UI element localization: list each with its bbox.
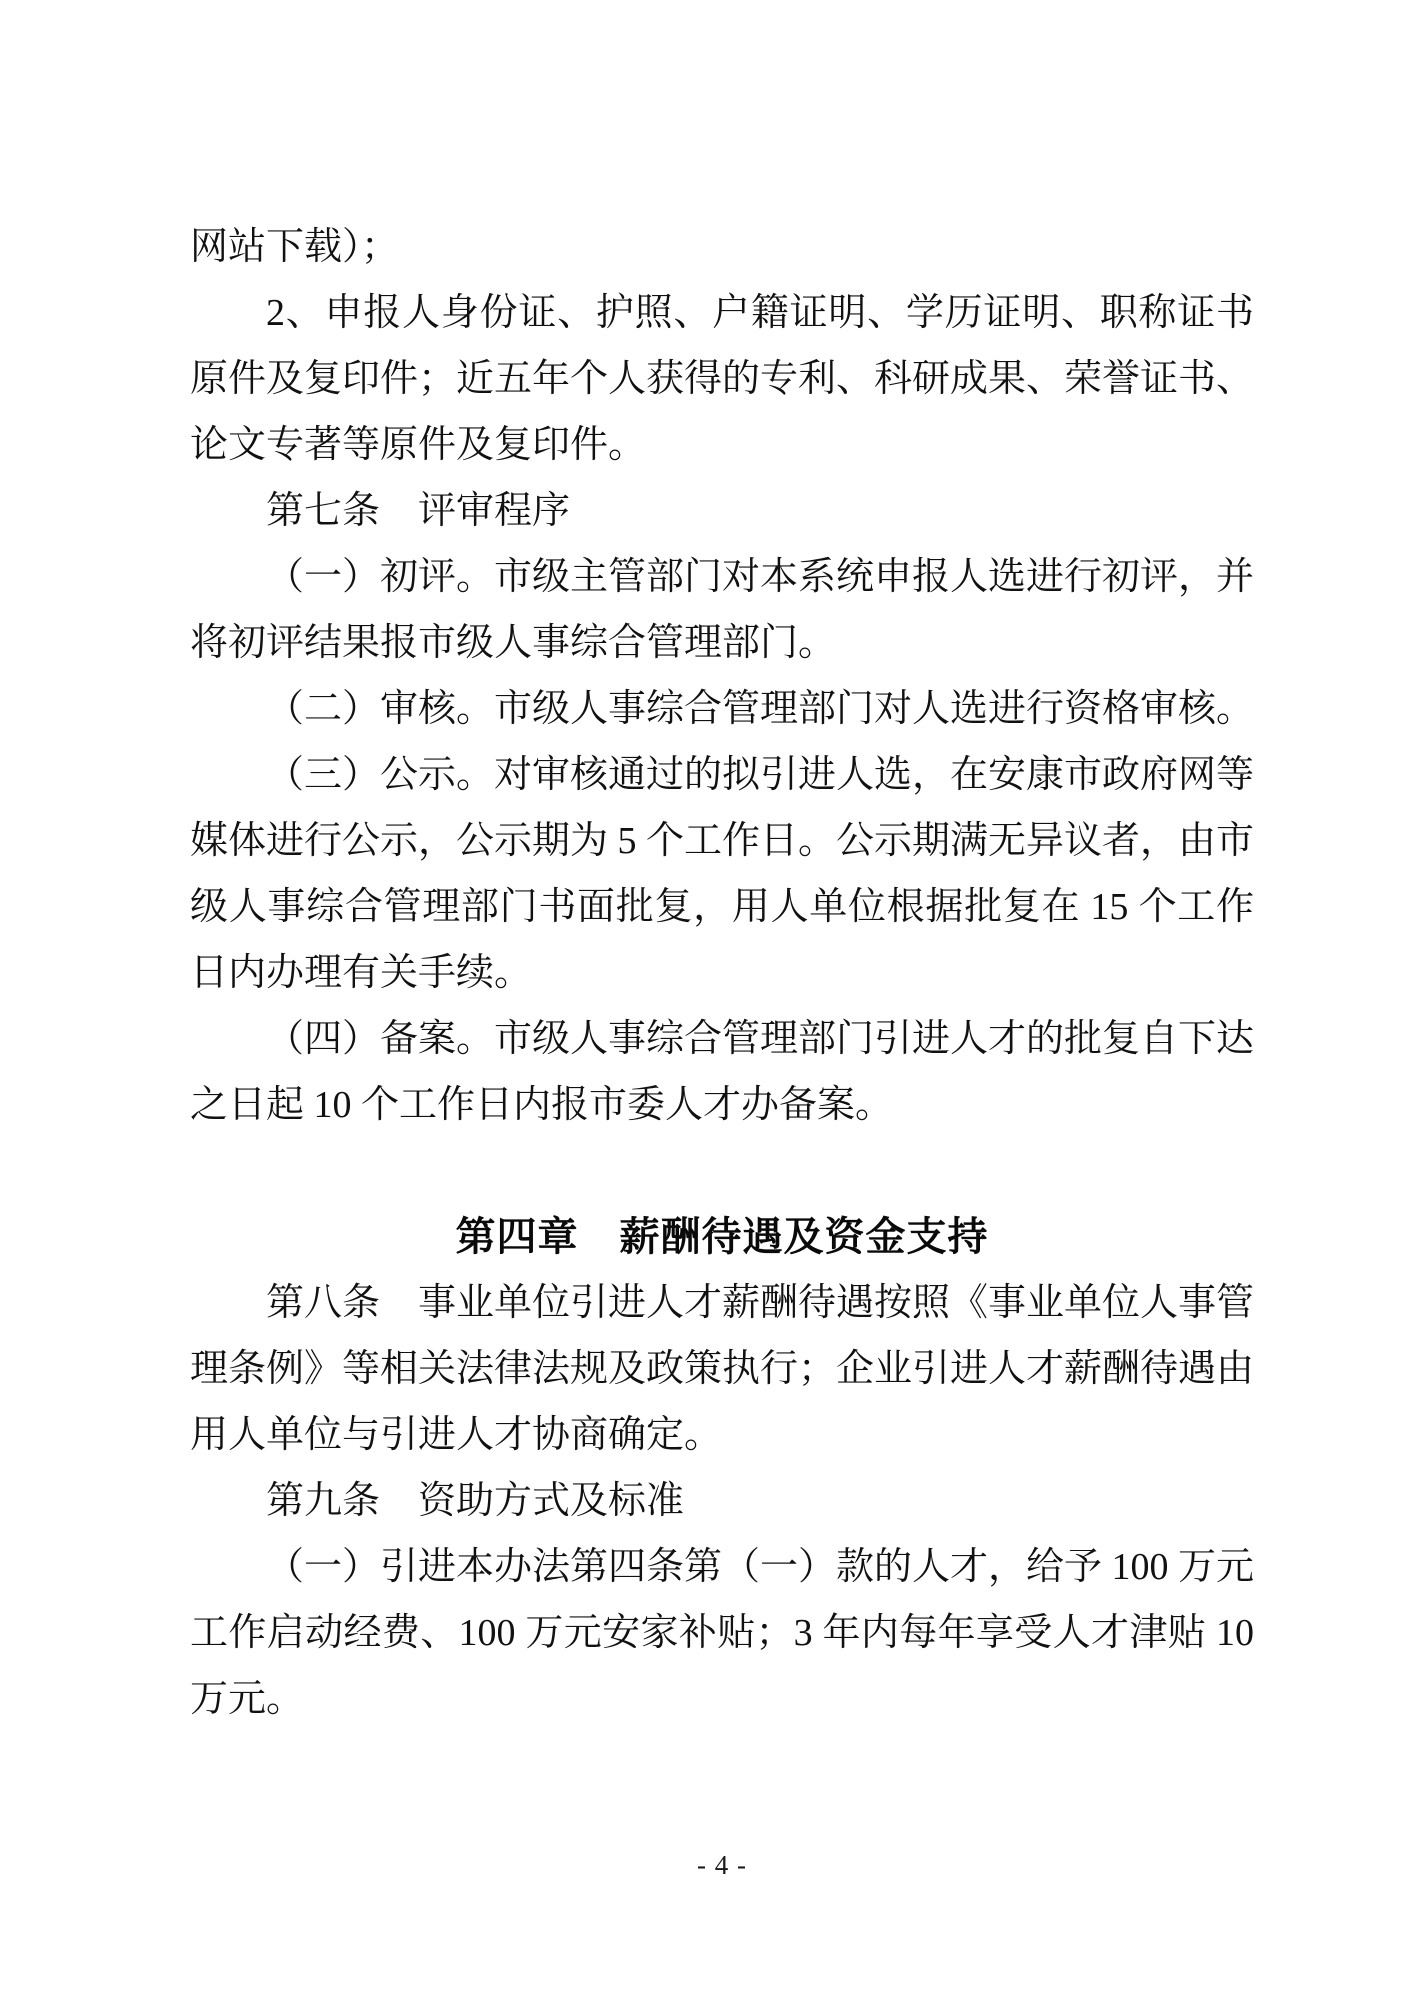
application-materials-item-2: 2、申报人身份证、护照、户籍证明、学历证明、职称证书原件及复印件；近五年个人获得的专利、科研成果、荣誉证书、论文专著等原件及复印件。	[190, 292, 1255, 466]
review-step-3-publicity: （三）公示。对审核通过的拟引进人选，在安康市政府网等媒体进行公示，公示期为 5 个工作日。公示期满无异议者，由市级人事综合管理部门书面批复，用人单位根据批复在 15 个工作日内办理有关手续。	[190, 754, 1255, 994]
review-step-1-preliminary: （一）初评。市级主管部门对本系统申报人选进行初评，并将初评结果报市级人事综合管理部门。	[190, 556, 1255, 664]
review-step-2-verification: （二）审核。市级人事综合管理部门对人选进行资格审核。	[266, 688, 1255, 730]
page-number: - 4 -	[697, 1850, 747, 1880]
review-step-4-filing: （四）备案。市级人事综合管理部门引进人才的批复自下达之日起 10 个工作日内报市委人才办备案。	[190, 1018, 1255, 1126]
chapter-4-heading: 第四章 薪酬待遇及资金支持	[455, 1215, 989, 1259]
continuation-paragraph: 网站下载）；	[190, 226, 400, 268]
document-body	[190, 214, 1254, 1732]
article-7-title: 第七条 评审程序	[266, 490, 571, 532]
article-9-title: 第九条 资助方式及标准	[266, 1480, 685, 1522]
article-9-item-1-funding: （一）引进本办法第四条第（一）款的人才，给予 100 万元工作启动经费、100 万元安家补贴；3 年内每年享受人才津贴 10 万元。	[190, 1546, 1255, 1720]
article-8-paragraph: 第八条 事业单位引进人才薪酬待遇按照《事业单位人事管理条例》等相关法律法规及政策执行；企业引进人才薪酬待遇由用人单位与引进人才协商确定。	[190, 1282, 1255, 1456]
